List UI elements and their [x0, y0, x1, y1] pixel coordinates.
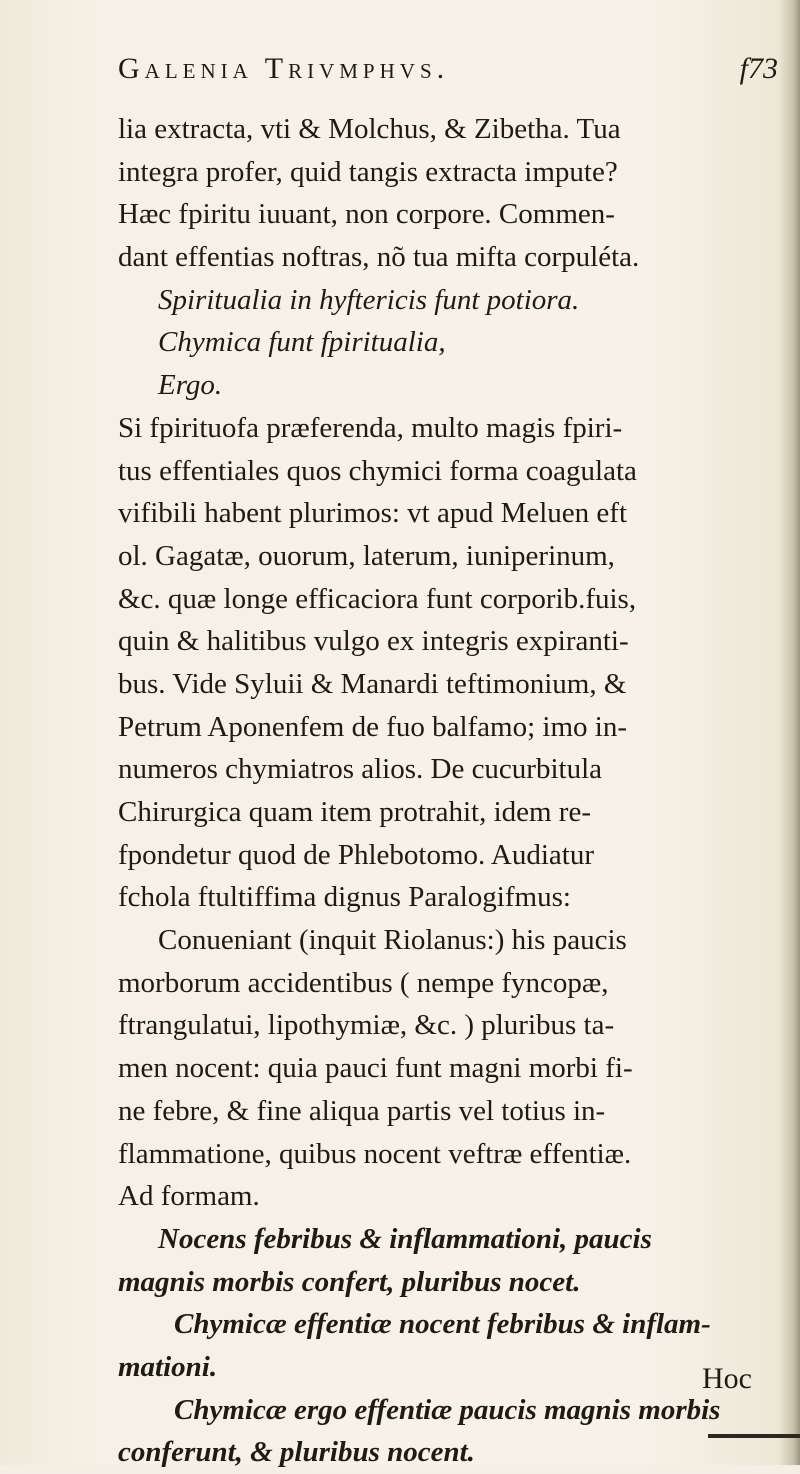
text-line: Chirurgica quam item protrahit, idem re- — [118, 796, 591, 828]
running-title: Galenia Trivmphvs. — [118, 52, 450, 85]
text-line: integra profer, quid tangis extracta impute? — [118, 155, 618, 188]
syllogism-major: Nocens febribus & inflammationi, paucis — [158, 1222, 652, 1255]
text-line: flammatione, quibus nocent veftræ effentiæ. — [118, 1137, 632, 1170]
syllogism-conclusion: conferunt, & pluribus nocent. — [118, 1436, 475, 1469]
text-line: Petrum Aponenfem de fuo balfamo; imo in- — [118, 710, 628, 743]
text-line: Si fpirituofa præferenda, multo magis fpiri- — [118, 411, 623, 444]
text-line: ol. Gagatæ, ouorum, laterum, iuniperinum, — [118, 539, 615, 572]
syllogism-minor: Chymicæ effentiæ nocent febribus & inflam- — [174, 1308, 711, 1341]
text-line: dant effentias noftras, nõ tua mifta corpuléta. — [118, 241, 640, 274]
text-line: fchola ftultiffima dignus Paralogifmus: — [118, 881, 571, 914]
syllogism-minor: mationi. — [118, 1350, 218, 1383]
text-line: vifibili habent plurimos: vt apud Meluen eft — [118, 497, 628, 530]
text-line: morborum accidentibus ( nempe fyncopæ, — [118, 966, 609, 999]
italic-conclusion-marker: Ergo. — [158, 369, 223, 402]
italic-premise-line: Chymica funt fpiritualia, — [158, 326, 446, 359]
text-line: &c. quæ longe efficaciora funt corporib.fuis, — [118, 582, 637, 615]
text-line: tus effentiales quos chymici forma coagulata — [118, 454, 637, 487]
text-line: Conueniant (inquit Riolanus:) his paucis — [158, 924, 627, 957]
text-line: ftrangulatui, lipothymiæ, &c. ) pluribus ta- — [118, 1009, 615, 1042]
text-line: quin & halitibus vulgo ex integris expiranti- — [118, 625, 629, 658]
text-line: ne febre, & fine aliqua partis vel totius in- — [118, 1094, 606, 1127]
text-line: numeros chymiatros alios. De cucurbitula — [118, 753, 603, 786]
text-line: Hæc fpiritu iuuant, non corpore. Commen- — [118, 198, 615, 231]
section-heading: Ad formam. — [118, 1180, 260, 1213]
text-line: men nocent: quia pauci funt magni morbi fi- — [118, 1052, 633, 1085]
text-line: fpondetur quod de Phlebotomo. Audiatur — [118, 838, 595, 871]
page-number: f73 — [739, 52, 778, 85]
italic-premise-line: Spiritualia in hyftericis funt potiora. — [158, 283, 580, 316]
body-text — [118, 108, 800, 1474]
catchword: Hoc — [702, 1362, 752, 1395]
page-header — [118, 52, 778, 102]
syllogism-conclusion: Chymicæ ergo effentiæ paucis magnis morbis — [174, 1393, 721, 1426]
syllogism-major: magnis morbis confert, pluribus nocet. — [118, 1265, 581, 1298]
bottom-rule — [708, 1434, 800, 1438]
text-line: bus. Vide Syluii & Manardi teftimonium, & — [118, 667, 627, 700]
text-line: lia extracta, vti & Molchus, & Zibetha. Tua — [118, 113, 621, 145]
